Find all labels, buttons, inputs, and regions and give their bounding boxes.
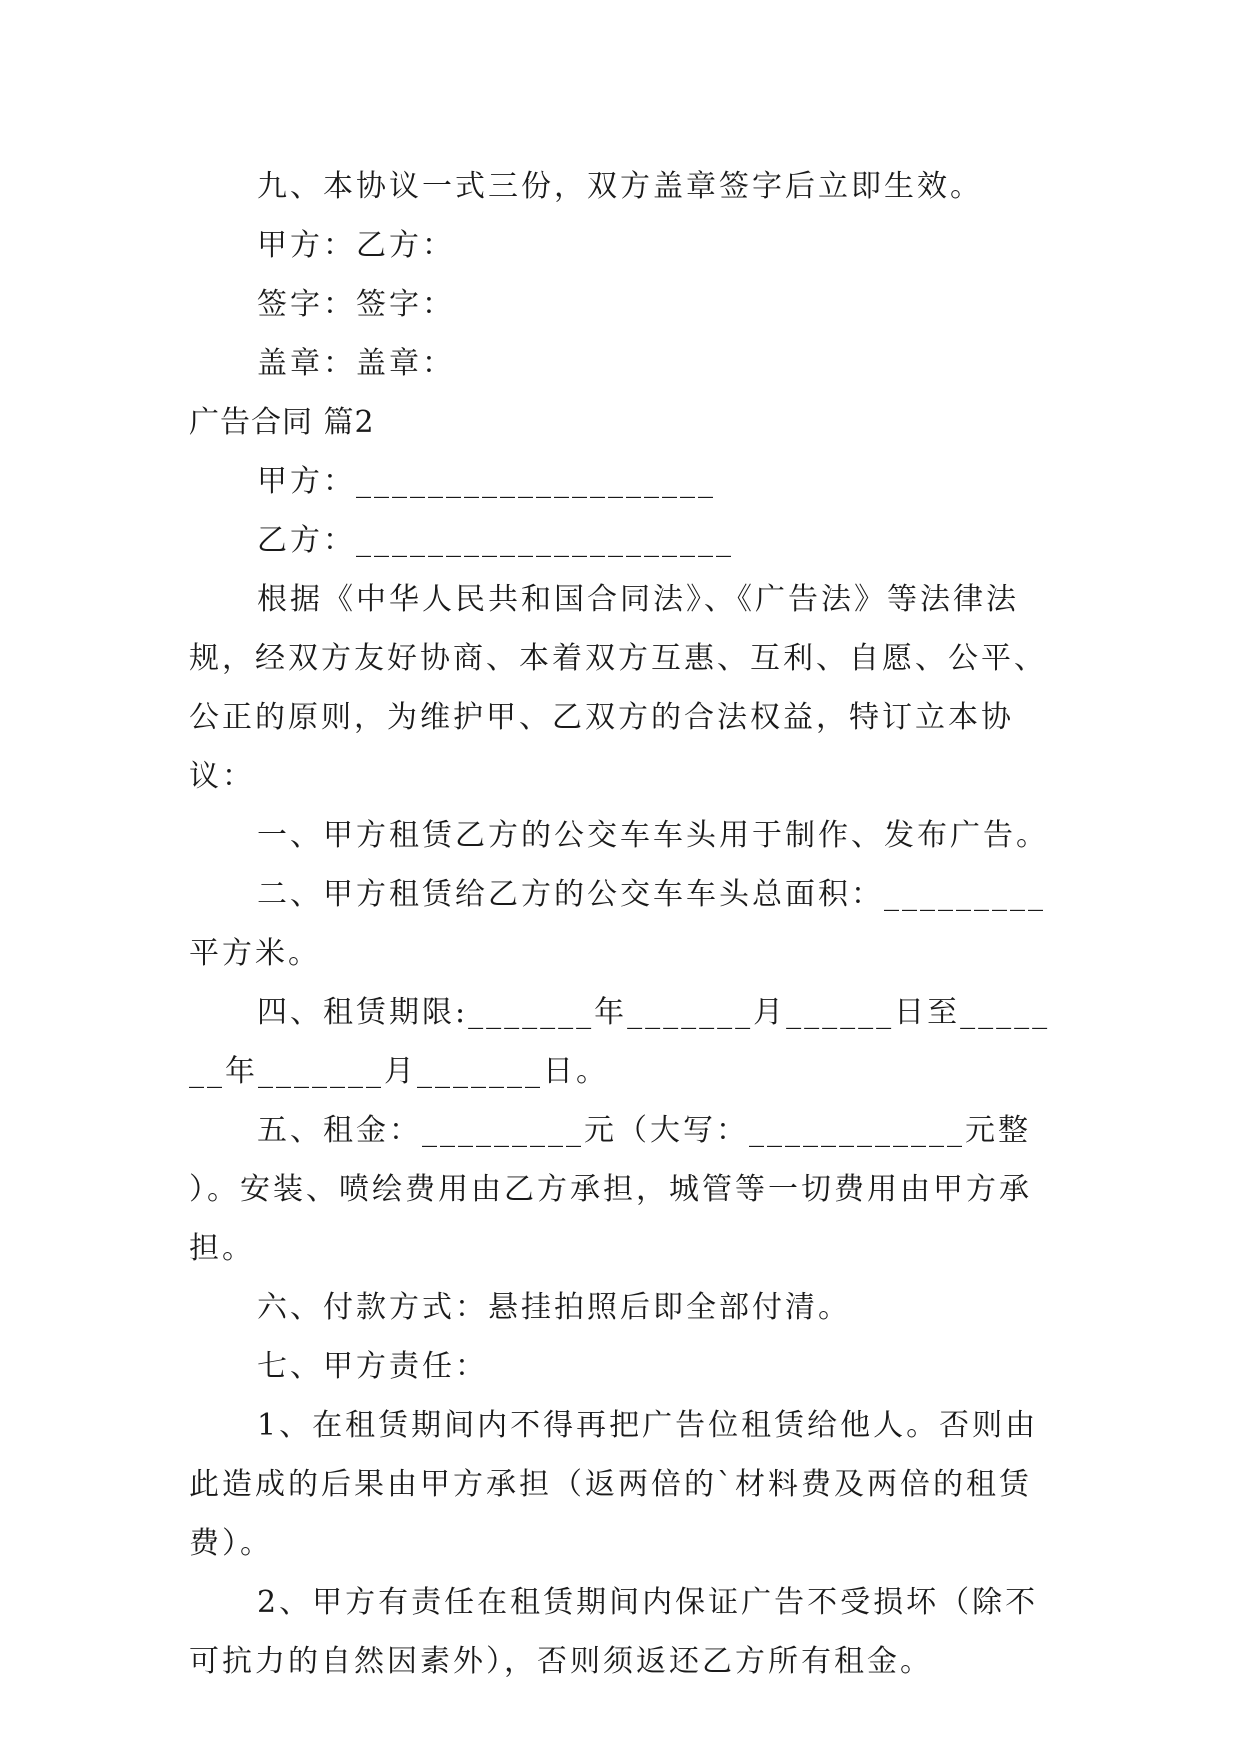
clause-four-paragraph: 四、租赁期限:_______年_______月______日至_______年_______月_______日。: [189, 995, 1051, 1089]
party-line: 甲方：乙方：: [257, 228, 455, 263]
clause-seven-heading: 七、甲方责任：: [257, 1349, 488, 1384]
party-a-field: 甲方：____________________: [257, 464, 716, 499]
clause-one-paragraph: 一、甲方租赁乙方的公交车车头用于制作、发布广告。: [257, 818, 1049, 853]
preamble-paragraph: 根据《中华人民共和国合同法》、《广告法》等法律法规，经双方友好协商、本着双方互惠、互利、自愿、公平、公正的原则，为维护甲、乙双方的合法权益，特订立本协议：: [189, 582, 1047, 794]
clause-seven-item-1: 1、在租赁期间内不得再把广告位租赁给他人。否则由此造成的后果由甲方承担（返两倍的`材料费及两倍的租赁费）。: [189, 1408, 1039, 1561]
signature-line: 签字：签字：: [257, 287, 455, 322]
clause-seven-item-2: 2、甲方有责任在租赁期间内保证广告不受损坏（除不可抗力的自然因素外），否则须返还乙方所有租金。: [189, 1585, 1039, 1679]
seal-line: 盖章：盖章：: [257, 346, 455, 381]
document-page: [189, 157, 1061, 1691]
clause-six-paragraph: 六、付款方式：悬挂拍照后即全部付清。: [257, 1290, 851, 1325]
clause-two-paragraph: 二、甲方租赁给乙方的公交车车头总面积：_________平方米。: [189, 877, 1046, 971]
party-b-field: 乙方：_____________________: [257, 523, 734, 558]
clause-nine-paragraph: 九、本协议一式三份，双方盖章签字后立即生效。: [257, 169, 983, 204]
section-heading: 广告合同 篇2: [189, 405, 375, 440]
clause-five-paragraph: 五、租金：_________元（大写：____________元整 ）。安装、喷绘费用由乙方承担，城管等一切费用由甲方承担。: [189, 1113, 1044, 1266]
